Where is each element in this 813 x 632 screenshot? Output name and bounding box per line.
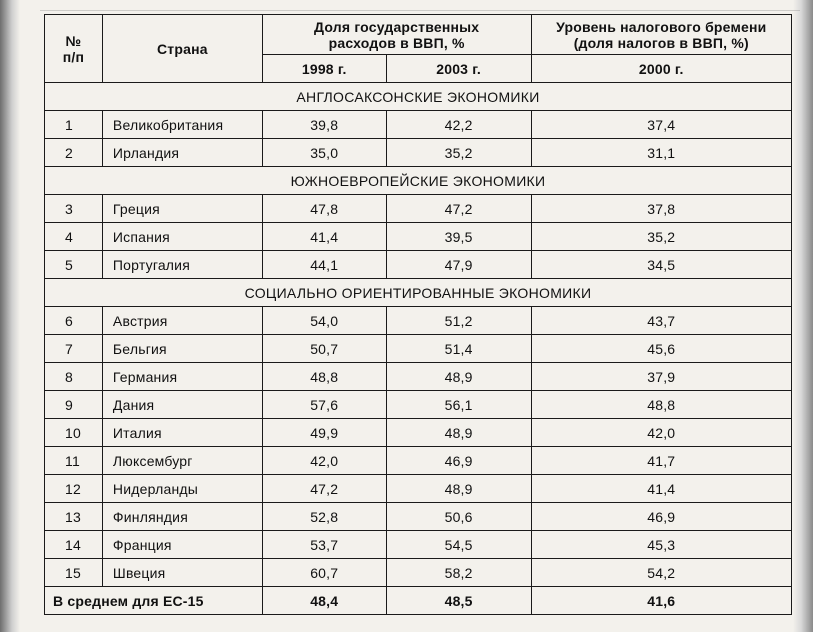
table-row — [45, 391, 792, 419]
table-row — [45, 419, 792, 447]
gov-spending-1998: 47,8 — [262, 195, 386, 223]
table-row — [45, 251, 792, 279]
country-name: Греция — [102, 195, 262, 223]
gov-spending-1998: 57,6 — [262, 391, 386, 419]
gov-spending-2003: 51,2 — [386, 307, 531, 335]
gov-spending-1998: 54,0 — [262, 307, 386, 335]
gov-spending-2003: 56,1 — [386, 391, 531, 419]
average-1998: 48,4 — [262, 587, 386, 615]
gov-spending-1998: 41,4 — [262, 223, 386, 251]
gov-spending-2003: 48,9 — [386, 419, 531, 447]
gov-spending-2003: 50,6 — [386, 503, 531, 531]
row-number: 11 — [45, 447, 103, 475]
table-row — [45, 559, 792, 587]
country-name: Великобритания — [102, 111, 262, 139]
gov-spending-2003: 39,5 — [386, 223, 531, 251]
section-row — [45, 279, 792, 307]
page-top-edge — [40, 0, 800, 11]
country-name: Нидерланды — [102, 475, 262, 503]
country-name: Люксембург — [102, 447, 262, 475]
row-number: 5 — [45, 251, 103, 279]
tax-burden-2000: 45,6 — [531, 335, 791, 363]
row-number: 14 — [45, 531, 103, 559]
scan-edge-right — [793, 0, 813, 632]
table-row — [45, 335, 792, 363]
country-name: Бельгия — [102, 335, 262, 363]
average-row — [45, 587, 792, 615]
tax-burden-2000: 45,3 — [531, 531, 791, 559]
average-label: В среднем для ЕС-15 — [45, 587, 263, 615]
table-row — [45, 531, 792, 559]
row-number: 13 — [45, 503, 103, 531]
header-tax-burden: Уровень налогового бремени (доля налогов в ВВП, %) — [531, 15, 791, 55]
table-row — [45, 111, 792, 139]
table-header — [45, 15, 792, 83]
country-name: Испания — [102, 223, 262, 251]
table-row — [45, 447, 792, 475]
gov-spending-2003: 54,5 — [386, 531, 531, 559]
gov-spending-1998: 47,2 — [262, 475, 386, 503]
gov-spending-2003: 42,2 — [386, 111, 531, 139]
tax-burden-2000: 37,9 — [531, 363, 791, 391]
country-name: Ирландия — [102, 139, 262, 167]
gov-spending-1998: 53,7 — [262, 531, 386, 559]
gov-spending-1998: 49,9 — [262, 419, 386, 447]
row-number: 15 — [45, 559, 103, 587]
section-row — [45, 83, 792, 111]
average-tax: 41,6 — [531, 587, 791, 615]
table-row — [45, 363, 792, 391]
row-number: 10 — [45, 419, 103, 447]
gov-spending-1998: 50,7 — [262, 335, 386, 363]
gov-spending-2003: 58,2 — [386, 559, 531, 587]
table-body — [45, 83, 792, 615]
tax-burden-2000: 37,8 — [531, 195, 791, 223]
country-name: Германия — [102, 363, 262, 391]
gov-spending-1998: 35,0 — [262, 139, 386, 167]
header-year-2003: 2003 г. — [386, 55, 531, 83]
gov-spending-2003: 47,9 — [386, 251, 531, 279]
scan-edge-left — [0, 0, 20, 632]
table-row — [45, 139, 792, 167]
average-2003: 48,5 — [386, 587, 531, 615]
row-number: 4 — [45, 223, 103, 251]
gov-spending-1998: 42,0 — [262, 447, 386, 475]
tax-burden-2000: 31,1 — [531, 139, 791, 167]
table-row — [45, 475, 792, 503]
header-num: № п/п — [45, 15, 103, 83]
section-title: СОЦИАЛЬНО ОРИЕНТИРОВАННЫЕ ЭКОНОМИКИ — [45, 279, 792, 307]
gov-spending-2003: 51,4 — [386, 335, 531, 363]
gov-spending-2003: 46,9 — [386, 447, 531, 475]
gov-spending-1998: 52,8 — [262, 503, 386, 531]
row-number: 3 — [45, 195, 103, 223]
country-name: Франция — [102, 531, 262, 559]
tax-burden-2000: 41,7 — [531, 447, 791, 475]
table-row — [45, 503, 792, 531]
header-country: Страна — [102, 15, 262, 83]
data-table — [44, 14, 792, 615]
country-name: Португалия — [102, 251, 262, 279]
header-year-2000: 2000 г. — [531, 55, 791, 83]
section-row — [45, 167, 792, 195]
row-number: 12 — [45, 475, 103, 503]
gov-spending-2003: 48,9 — [386, 475, 531, 503]
header-year-1998: 1998 г. — [262, 55, 386, 83]
tax-burden-2000: 41,4 — [531, 475, 791, 503]
gov-spending-1998: 44,1 — [262, 251, 386, 279]
table-row — [45, 307, 792, 335]
table-row — [45, 223, 792, 251]
country-name: Дания — [102, 391, 262, 419]
tax-burden-2000: 35,2 — [531, 223, 791, 251]
tax-burden-2000: 37,4 — [531, 111, 791, 139]
tax-burden-2000: 46,9 — [531, 503, 791, 531]
section-title: АНГЛОСАКСОНСКИЕ ЭКОНОМИКИ — [45, 83, 792, 111]
gov-spending-1998: 39,8 — [262, 111, 386, 139]
row-number: 6 — [45, 307, 103, 335]
gov-spending-1998: 60,7 — [262, 559, 386, 587]
tax-burden-2000: 48,8 — [531, 391, 791, 419]
tax-burden-2000: 43,7 — [531, 307, 791, 335]
gov-spending-1998: 48,8 — [262, 363, 386, 391]
country-name: Финляндия — [102, 503, 262, 531]
gov-spending-2003: 47,2 — [386, 195, 531, 223]
country-name: Швеция — [102, 559, 262, 587]
header-gov-spending: Доля государственных расходов в ВВП, % — [262, 15, 531, 55]
row-number: 9 — [45, 391, 103, 419]
tax-burden-2000: 34,5 — [531, 251, 791, 279]
gov-spending-2003: 35,2 — [386, 139, 531, 167]
row-number: 2 — [45, 139, 103, 167]
tax-burden-2000: 42,0 — [531, 419, 791, 447]
row-number: 8 — [45, 363, 103, 391]
gov-spending-2003: 48,9 — [386, 363, 531, 391]
row-number: 7 — [45, 335, 103, 363]
tax-burden-2000: 54,2 — [531, 559, 791, 587]
section-title: ЮЖНОЕВРОПЕЙСКИЕ ЭКОНОМИКИ — [45, 167, 792, 195]
country-name: Австрия — [102, 307, 262, 335]
row-number: 1 — [45, 111, 103, 139]
table-row — [45, 195, 792, 223]
country-name: Италия — [102, 419, 262, 447]
